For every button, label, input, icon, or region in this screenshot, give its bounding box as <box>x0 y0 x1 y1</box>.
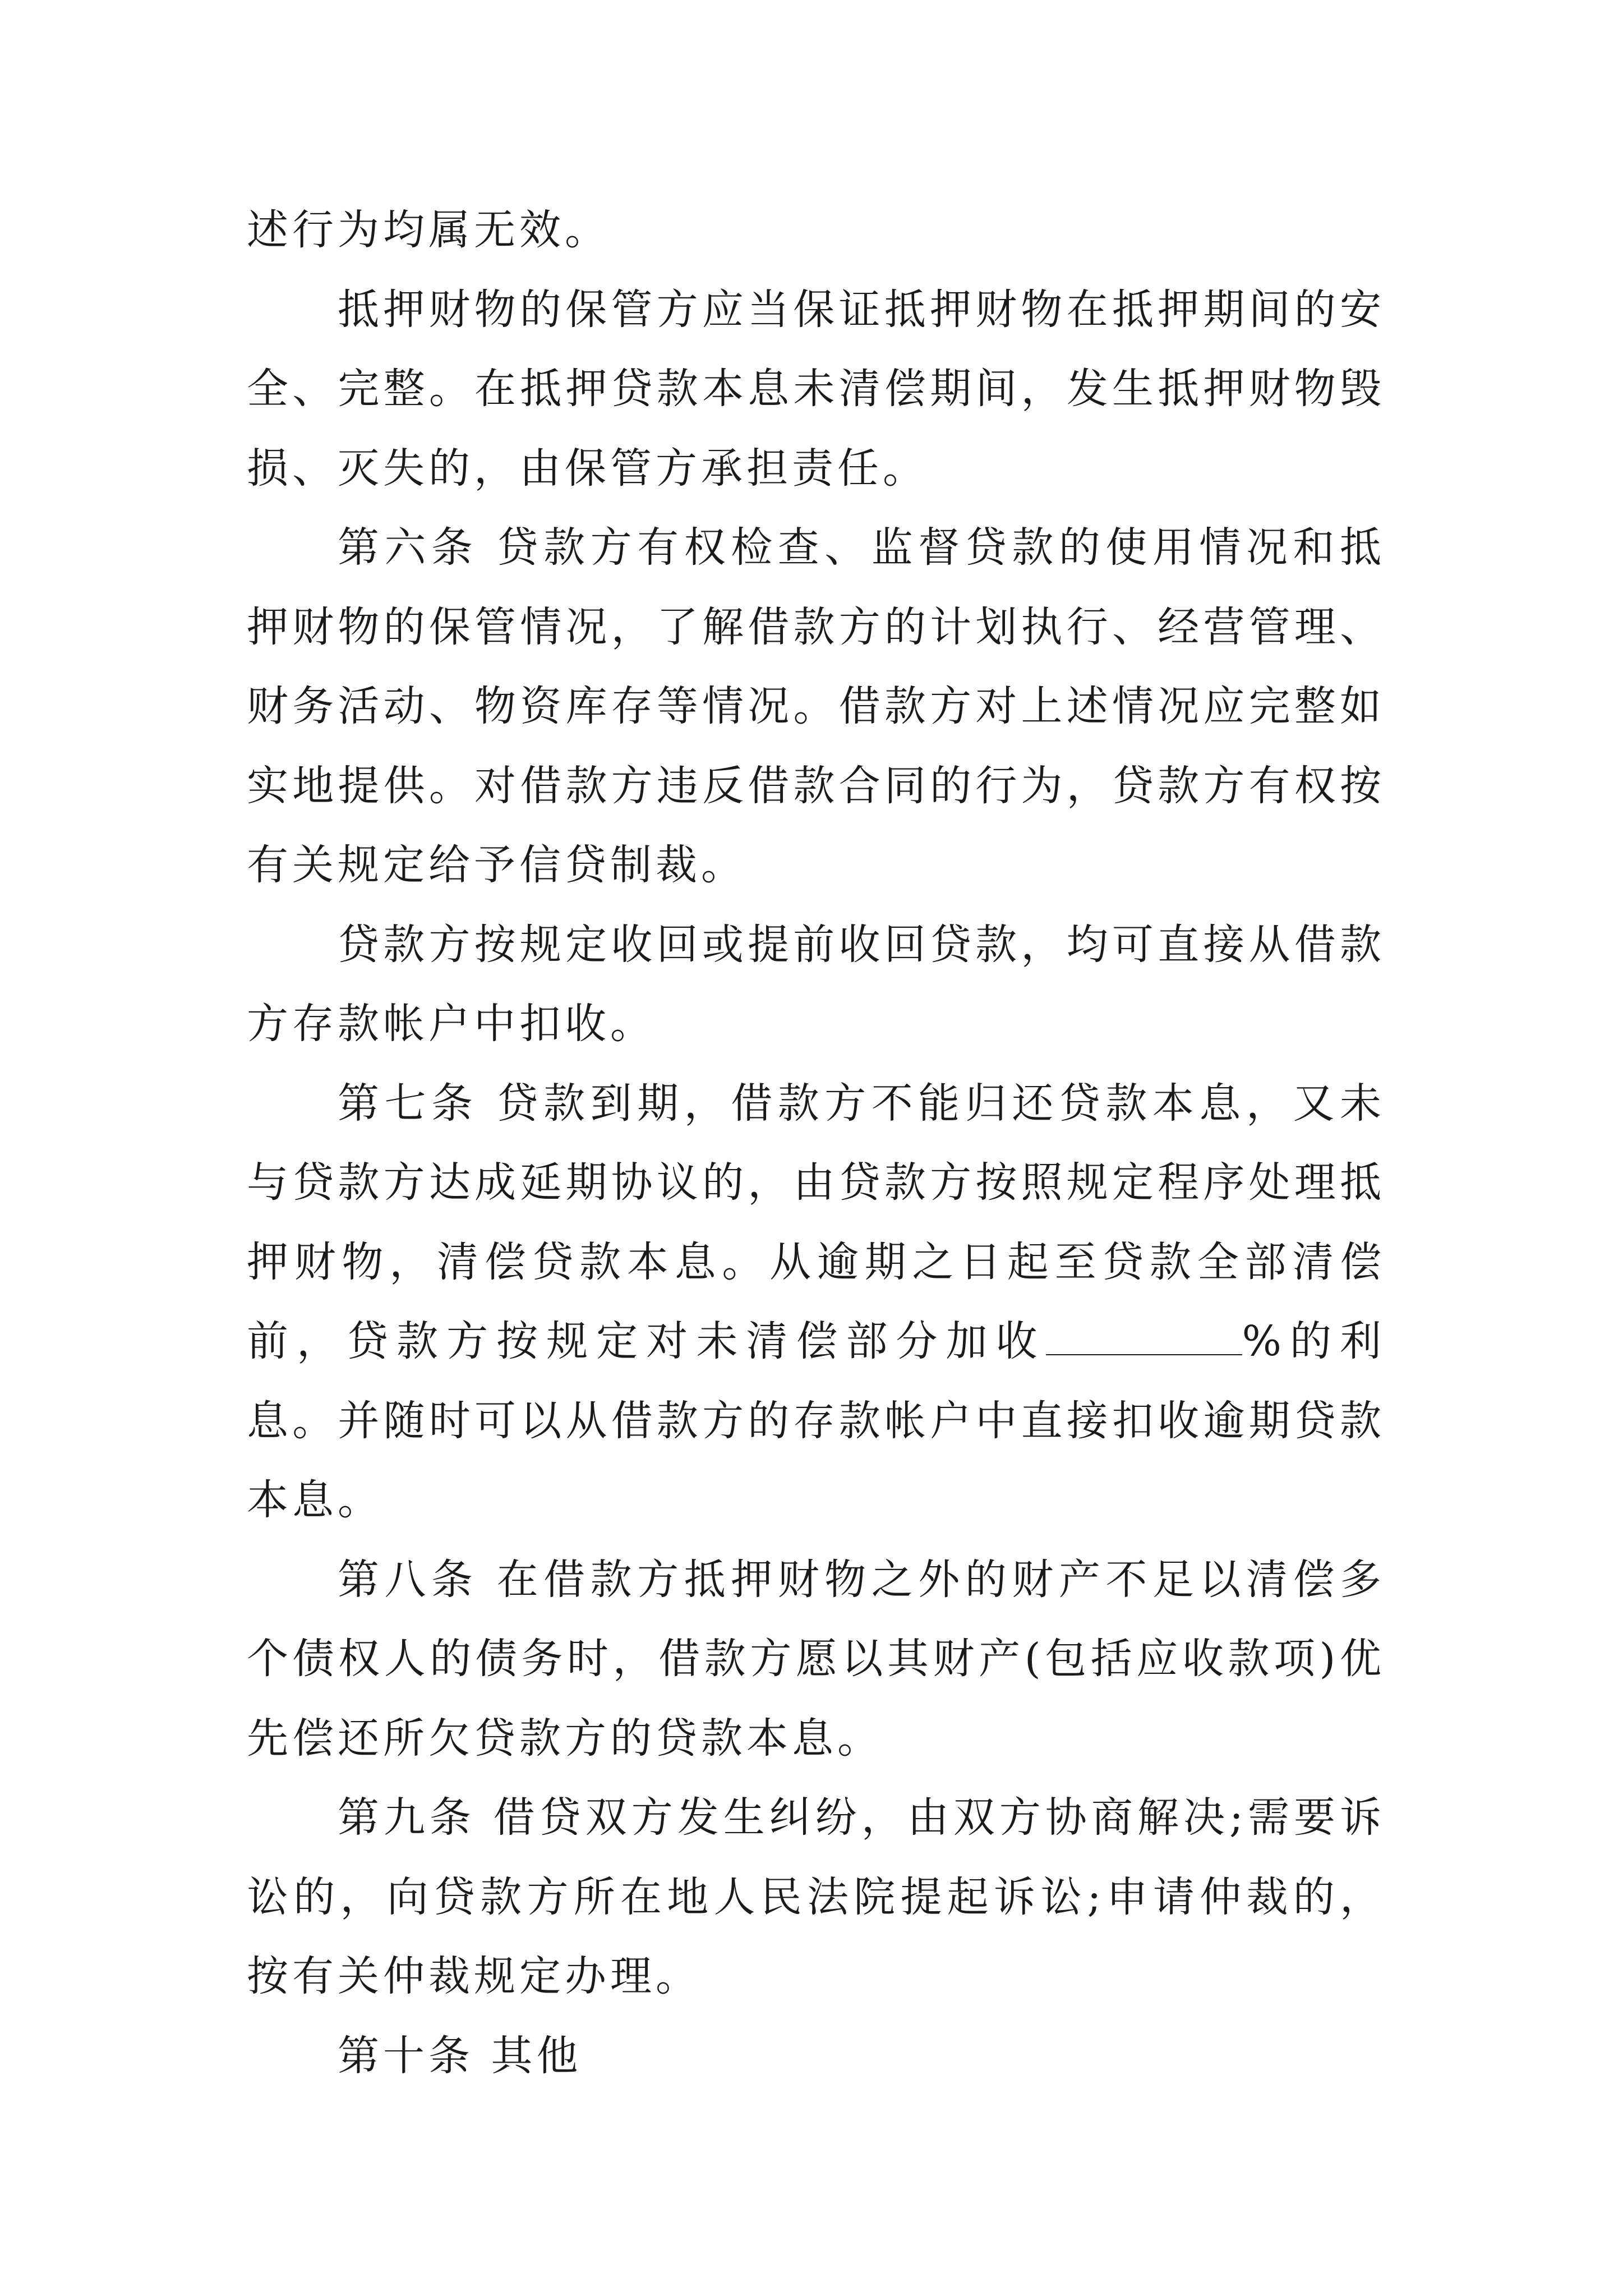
paragraph-loan-recovery: 贷款方按规定收回或提前收回贷款，均可直接从借款方存款帐户中扣收。 <box>247 920 1385 1048</box>
paragraph-collateral-custody: 抵押财物的保管方应当保证抵押财物在抵押期间的安全、完整。在抵押贷款本息未清偿期间，发生抵押财物毁损、灭失的，由保管方承担责任。 <box>247 285 1385 493</box>
paragraph-article-9: 第九条 借贷双方发生纠纷，由双方协商解决;需要诉讼的，向贷款方所在地人民法院提起诉讼;申请仲裁的，按有关仲裁规定办理。 <box>247 1793 1385 2000</box>
article-7-text-before: 第七条 贷款到期，借款方不能归还贷款本息，又未与贷款方达成延期协议的，由贷款方按照规定程序处理抵押财物，清偿贷款本息。从逾期之日起至贷款全部清偿前，贷款方按规定对未清偿部分加收 <box>247 1079 1385 1365</box>
article-7-text-after: %的利息。并随时可以从借款方的存款帐户中直接扣收逾期贷款本息。 <box>247 1317 1385 1524</box>
paragraph-article-6: 第六条 贷款方有权检查、监督贷款的使用情况和抵押财物的保管情况，了解借款方的计划执行、经营管理、财务活动、物资库存等情况。借款方对上述情况应完整如实地提供。对借款方违反借款合同的行为，贷款方有权按有关规定给予信贷制裁。 <box>247 523 1385 889</box>
paragraph-article-10: 第十条 其他 <box>338 2031 582 2080</box>
document-body <box>247 191 1385 2096</box>
paragraph-continuation: 述行为均属无效。 <box>247 206 610 254</box>
paragraph-article-7 <box>247 1064 1385 1540</box>
interest-rate-blank[interactable] <box>1046 1322 1242 1355</box>
paragraph-article-8: 第八条 在借款方抵押财物之外的财产不足以清偿多个债权人的债务时，借款方愿以其财产(包括应收款项)优先偿还所欠贷款方的贷款本息。 <box>247 1555 1385 1763</box>
